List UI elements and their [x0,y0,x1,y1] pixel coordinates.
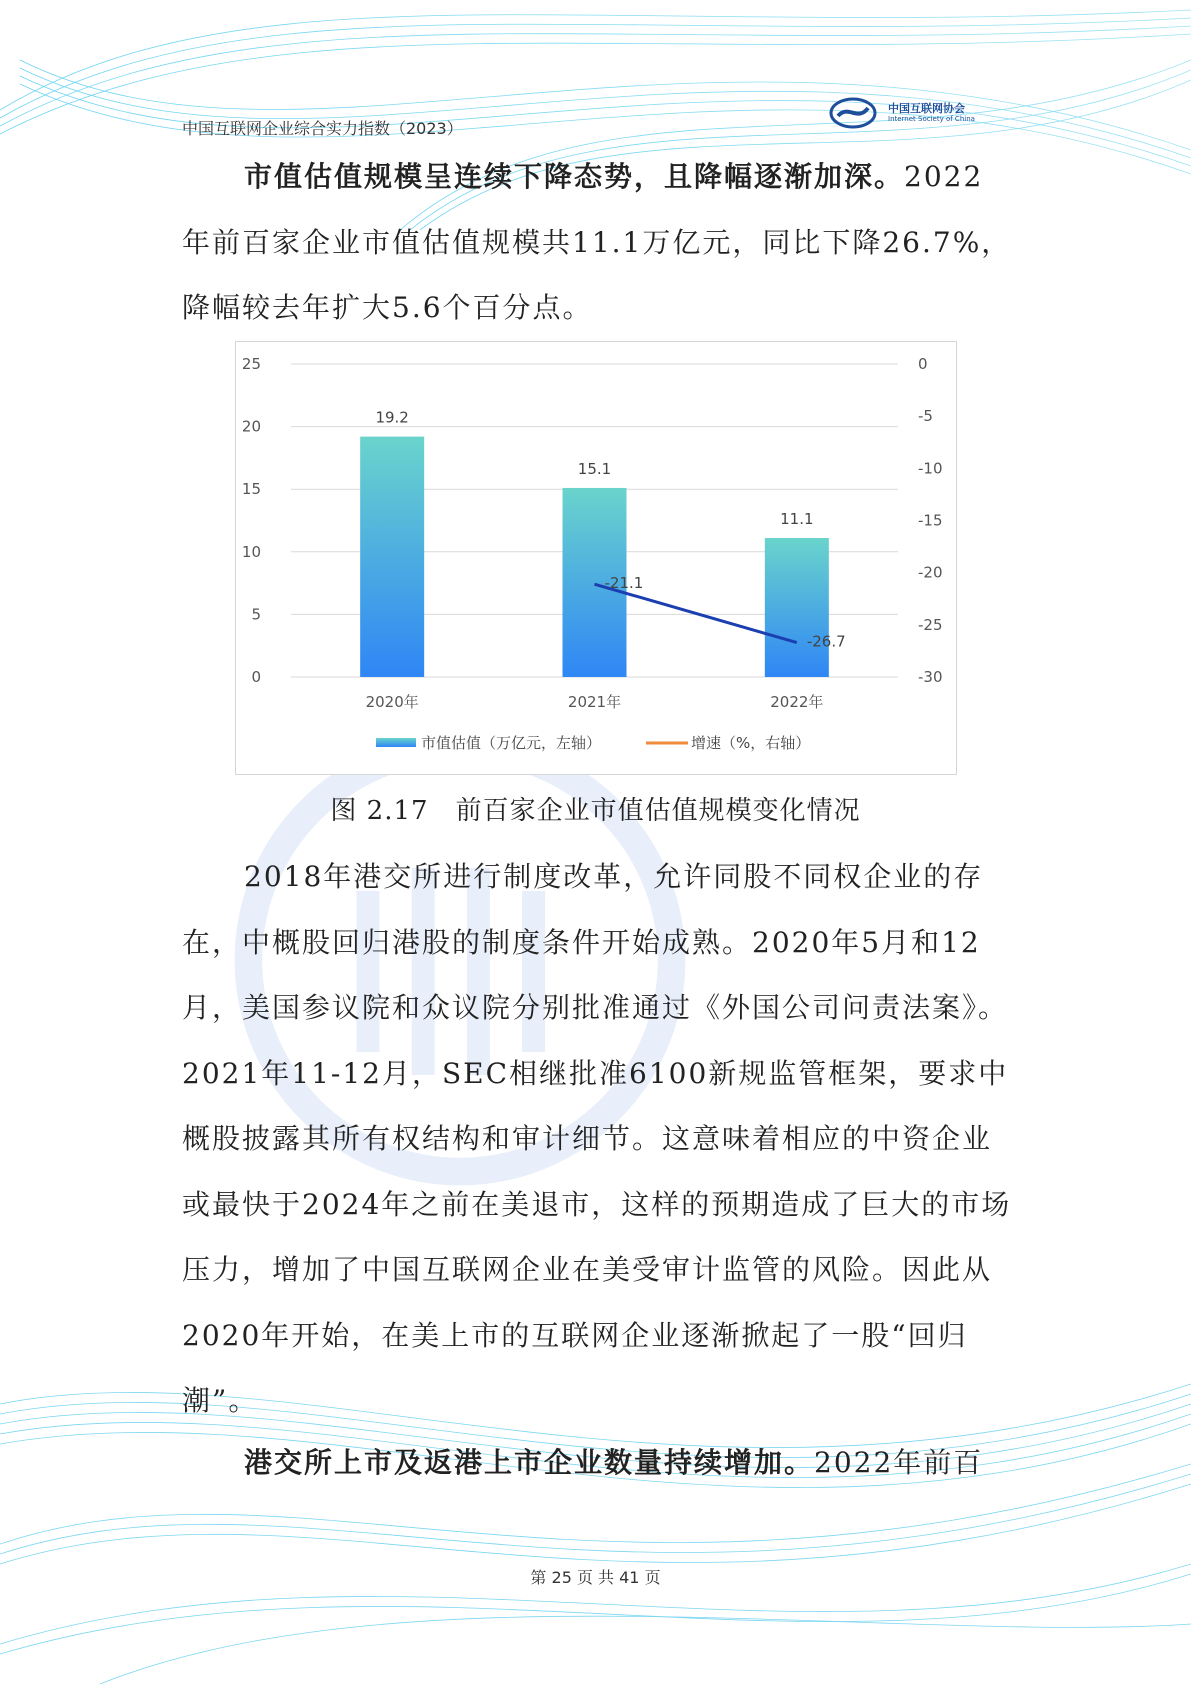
line-data-label: -26.7 [806,632,846,651]
isc-logo-icon [828,96,878,130]
paragraph-hk-listing: 2018年港交所进行制度改革，允许同股不同权企业的存在，中概股回归港股的制度条件开始成熟。2020年5月和12月，美国参议院和众议院分别批准通过《外国公司问责法案》。2021年11-12月，SEC相继批准6100新规监管框架，要求中概股披露其所有权结构和审计细节。这意味着相应的中资企业或最快于2024年之前在美退市，这样的预期造成了巨大的市场压力，增加了中国互联网企业在美受审计监管的风险。因此从2020年开始，在美上市的互联网企业逐渐掀起了一股“回归潮”。 [182,860,1012,1417]
logo-english-name: Internet Society of China [888,115,975,123]
right-axis-tick: 0 [918,355,928,373]
x-axis-tick: 2021年 [567,693,622,711]
figure-caption: 图 2.17 前百家企业市值估值规模变化情况 [330,796,861,826]
left-axis-tick: 0 [251,668,261,686]
x-axis-tick: 2020年 [365,693,419,711]
legend-line-label: 增速（%，右轴） [691,734,811,752]
x-axis-tick: 2022年 [770,693,824,711]
left-axis-tick: 5 [251,605,261,624]
bar [765,538,829,677]
legend-bar-swatch [376,738,416,747]
bar-data-label: 15.1 [577,459,612,478]
page-number: 第 25 页 共 41 页 [530,1568,661,1587]
left-axis-tick: 25 [241,355,261,373]
line-data-label: -21.1 [604,574,644,593]
right-axis-tick: -15 [918,511,943,530]
paragraph-bold-lead-2: 港交所上市及返港上市企业数量持续增加。 [244,1446,815,1479]
right-axis-tick: -30 [918,668,943,686]
left-axis-tick: 15 [241,480,261,499]
legend-bar-label: 市值估值（万亿元，左轴） [421,734,602,752]
right-axis-tick: -10 [918,459,943,478]
left-axis-tick: 20 [241,417,261,436]
paragraph-bold-lead: 市值估值规模呈连续下降态势，且降幅逐渐加深。 [244,160,905,193]
bar [360,437,424,677]
paragraph-body: 2022年前百家企业市值估值规模共11.1万亿元，同比下降26.7%，降幅较去年扩大5.6个百分点。 [182,160,1012,324]
isc-logo [828,96,988,132]
right-axis-tick: -20 [918,563,943,582]
paragraph-market-value [182,144,1012,341]
paragraph-body-2: 2022年前百 [814,1446,984,1479]
left-axis-tick: 10 [241,542,261,561]
right-axis-tick: -5 [918,407,933,426]
document-header-title: 中国互联网企业综合实力指数（2023） [182,119,463,138]
chart-canvas [236,342,956,774]
paragraph-hk-count [182,1430,1012,1496]
right-axis-tick: -25 [918,615,943,634]
market-value-chart [235,341,957,775]
bar-data-label: 19.2 [375,408,409,427]
logo-chinese-name: 中国互联网协会 [888,102,965,115]
bar-data-label: 11.1 [780,510,814,529]
